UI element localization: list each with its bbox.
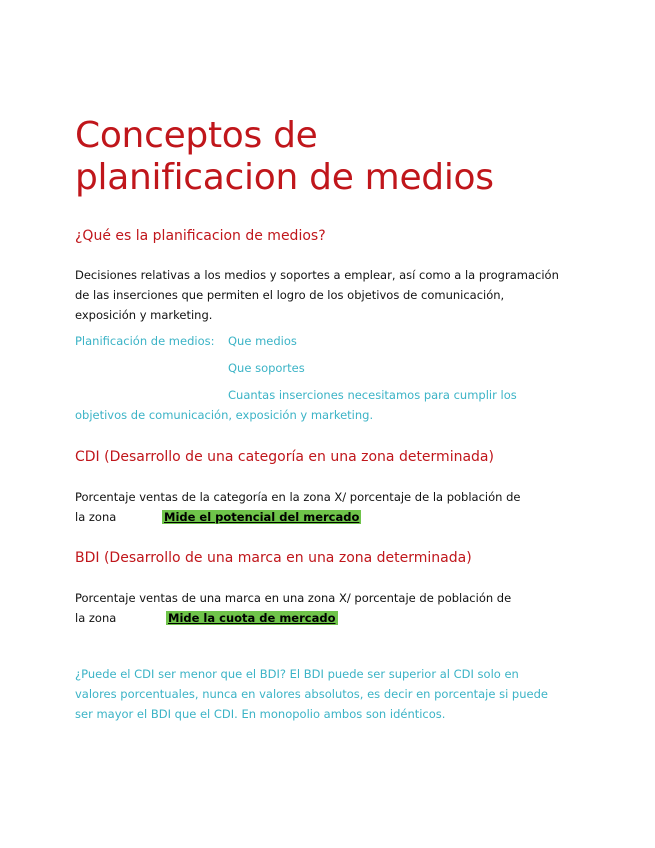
definition-paragraph: Decisiones relativas a los medios y soportes a emplear, así como a la programación de las inserciones que permiten el logro de los objetivos de comunicación, exposición y marketing. bbox=[75, 268, 559, 322]
question-heading: ¿Qué es la planificacion de medios? bbox=[75, 228, 326, 244]
bdi-heading: BDI (Desarrollo de una marca en una zona determinada) bbox=[75, 550, 472, 566]
cdi-line-1: Porcentaje ventas de la categoría en la zona X/ porcentaje de la población de bbox=[75, 490, 521, 504]
plan-item-inserciones: Cuantas inserciones necesitamos para cumplir los bbox=[228, 388, 517, 402]
plan-item-soportes: Que soportes bbox=[228, 361, 305, 375]
page-title bbox=[75, 115, 494, 199]
bdi-highlight: Mide la cuota de mercado bbox=[168, 611, 336, 625]
cdi-heading: CDI (Desarrollo de una categoría en una zona determinada) bbox=[75, 449, 494, 465]
title-line-1: Conceptos de bbox=[75, 115, 318, 156]
plan-item-medios: Que medios bbox=[228, 334, 297, 348]
plan-label: Planificación de medios: bbox=[75, 334, 215, 348]
cdi-highlight-row bbox=[162, 510, 361, 524]
cdi-line-2: la zona bbox=[75, 510, 117, 524]
note-paragraph: ¿Puede el CDI ser menor que el BDI? El BDI puede ser superior al CDI solo en valores porcentuales, nunca en valores absolutos, es decir en porcentaje si puede ser mayor el BDI que el CDI. En monopolio ambos son idénticos. bbox=[75, 667, 548, 721]
cdi-highlight: Mide el potencial del mercado bbox=[164, 510, 360, 524]
bdi-highlight-row bbox=[166, 611, 338, 625]
plan-item-inserciones-cont: objetivos de comunicación, exposición y marketing. bbox=[75, 408, 374, 422]
bdi-line-2: la zona bbox=[75, 611, 117, 625]
bdi-line-1: Porcentaje ventas de una marca en una zona X/ porcentaje de población de bbox=[75, 591, 512, 605]
title-line-2: planificacion de medios bbox=[75, 157, 494, 198]
